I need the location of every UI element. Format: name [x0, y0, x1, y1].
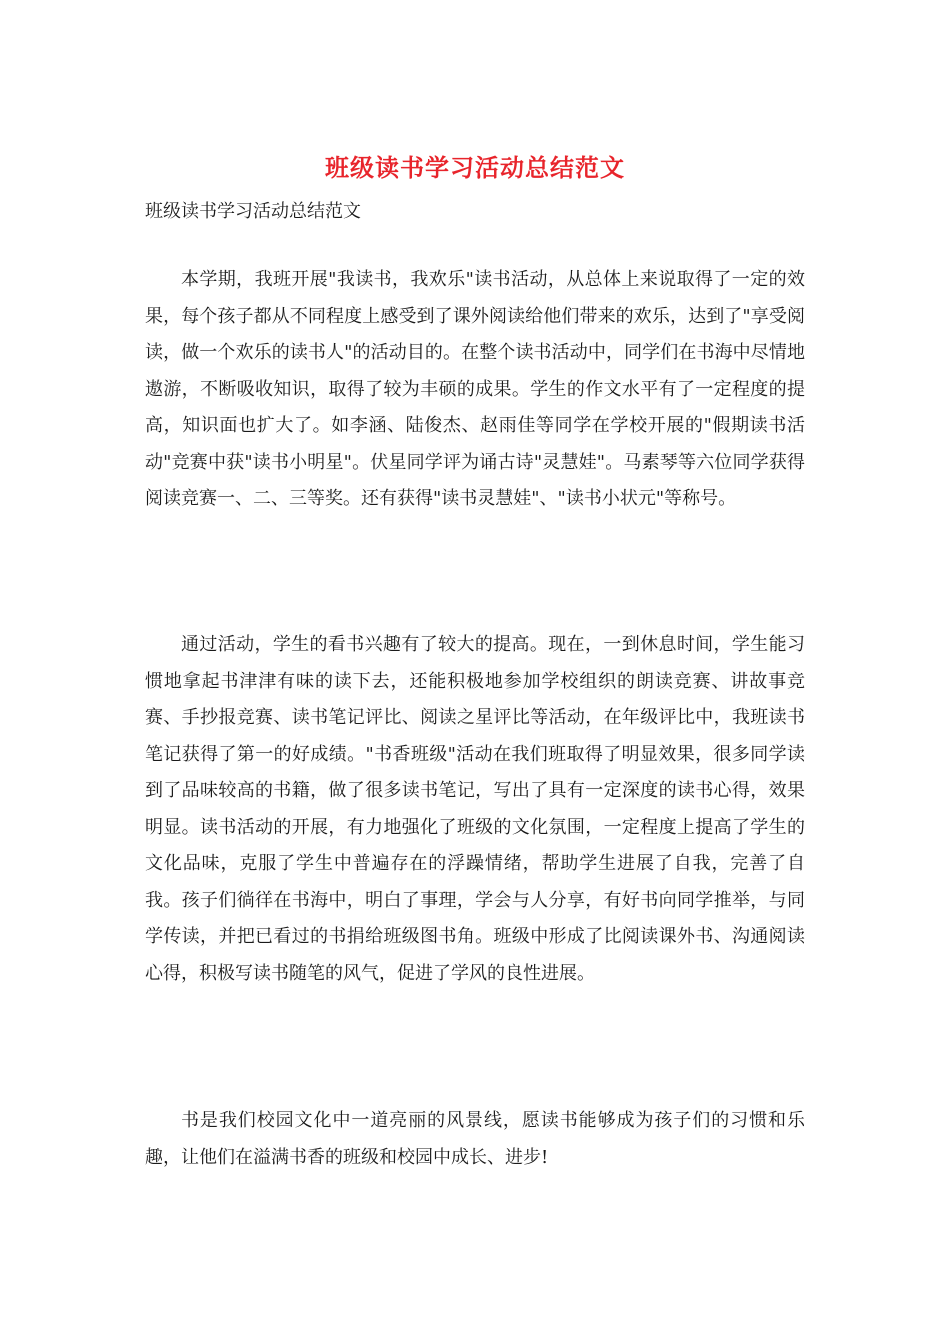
paragraph-2: 通过活动，学生的看书兴趣有了较大的提高。现在，一到休息时间，学生能习惯地拿起书津津有味的读下去，还能积极地参加学校组织的朗读竞赛、讲故事竞赛、手抄报竞赛、读书笔记评比、阅读之星评比等活动，在年级评比中，我班读书笔记获得了第一的好成绩。"书香班级"活动在我们班取得了明显效果，很多同学读到了品味较高的书籍，做了很多读书笔记，写出了具有一定深度的读书心得，效果明显。读书活动的开展，有力地强化了班级的文化氛围，一定程度上提高了学生的文化品味，克服了学生中普遍存在的浮躁情绪，帮助学生进展了自我，完善了自我。孩子们徜徉在书海中，明白了事理，学会与人分享，有好书向同学推举，与同学传读，并把已看过的书捐给班级图书角。班级中形成了比阅读课外书、沟通阅读心得，积极写读书随笔的风气，促进了学风的良性进展。 — [145, 634, 805, 984]
paragraph-3: 书是我们校园文化中一道亮丽的风景线，愿读书能够成为孩子们的习惯和乐趣，让他们在溢满书香的班级和校园中成长、进步! — [145, 1110, 805, 1168]
document-subtitle: 班级读书学习活动总结范文 — [145, 201, 361, 222]
paragraph-1: 本学期，我班开展"我读书，我欢乐"读书活动，从总体上来说取得了一定的效果，每个孩子都从不同程度上感受到了课外阅读给他们带来的欢乐，达到了"享受阅读，做一个欢乐的读书人"的活动目的。在整个读书活动中，同学们在书海中尽情地遨游，不断吸收知识，取得了较为丰硕的成果。学生的作文水平有了一定程度的提高，知识面也扩大了。如李涵、陆俊杰、赵雨佳等同学在学校开展的"假期读书活动"竞赛中获"读书小明星"。伏星同学评为诵古诗"灵慧娃"。马素琴等六位同学获得阅读竞赛一、二、三等奖。还有获得"读书灵慧娃"、"读书小状元"等称号。 — [145, 269, 805, 509]
document-title: 班级读书学习活动总结范文 — [325, 153, 625, 182]
